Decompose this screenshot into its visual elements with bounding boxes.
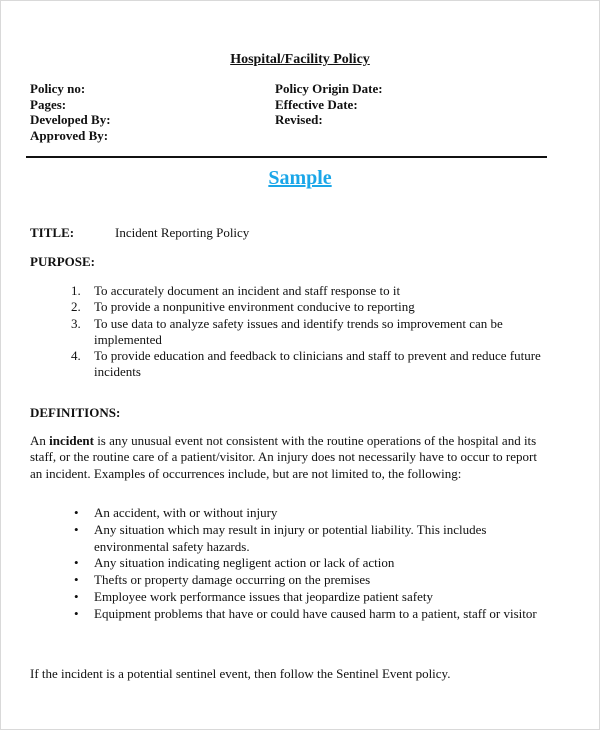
item-number: 3.	[71, 315, 81, 331]
purpose-list	[71, 283, 541, 381]
item-text: Equipment problems that have or could have caused harm to a patient, staff or visitor	[94, 605, 537, 621]
definition-body: is any unusual event not consistent with the routine operations of the hospital and its staff, or the routine care of a patient/visitor. An injury does not necessarily have to occur to report an incident. Examples of occurrences include, but are not limited to, the following:	[30, 433, 537, 481]
definition-term: incident	[49, 433, 94, 448]
item-number: 4.	[71, 348, 81, 364]
item-text: An accident, with or without injury	[94, 505, 278, 520]
example-item	[71, 572, 551, 589]
sample-watermark: Sample	[268, 167, 332, 189]
purpose-item	[71, 316, 541, 349]
item-text: Any situation which may result in injury or potential liability. This includes environmental safety hazards.	[94, 521, 487, 554]
definition-prefix: An	[30, 433, 50, 448]
document-heading: Hospital/Facility Policy	[230, 52, 370, 67]
example-item	[71, 589, 551, 606]
purpose-item	[71, 283, 541, 299]
policy-origin-date-label: Policy Origin Date:	[275, 81, 383, 96]
bullet-icon: •	[74, 588, 79, 604]
bullet-icon: •	[74, 521, 79, 537]
item-text: To provide education and feedback to clinicians and staff to prevent and reduce future incidents	[94, 348, 541, 380]
purpose-label: PURPOSE:	[30, 254, 95, 269]
definition-paragraph	[30, 433, 550, 482]
item-number: 2.	[71, 299, 81, 315]
item-text: Employee work performance issues that jeopardize patient safety	[94, 588, 433, 604]
effective-date-label: Effective Date:	[275, 96, 358, 112]
item-text: To use data to analyze safety issues and identify trends so improvement can be implemented	[94, 315, 503, 347]
bullet-icon: •	[74, 572, 79, 588]
policy-no-label: Policy no:	[30, 81, 86, 96]
example-item	[71, 606, 551, 623]
bullet-icon: •	[74, 505, 79, 520]
approved-by-label: Approved By:	[30, 127, 109, 143]
metadata-left	[30, 81, 111, 143]
item-text: Any situation indicating negligent action or lack of action	[94, 555, 395, 571]
example-item	[71, 505, 551, 522]
item-text: To provide a nonpunitive environment conducive to reporting	[94, 299, 415, 315]
title-label: TITLE:	[30, 225, 75, 240]
sentinel-event-note: If the incident is a potential sentinel event, then follow the Sentinel Event policy.	[30, 666, 451, 681]
title-value: Incident Reporting Policy	[115, 225, 250, 240]
item-text: To accurately document an incident and staff response to it	[94, 283, 401, 298]
item-text: Thefts or property damage occurring on the premises	[94, 572, 371, 588]
purpose-item	[71, 299, 541, 315]
purpose-item	[71, 348, 541, 381]
definitions-label: DEFINITIONS:	[30, 405, 121, 420]
header-divider	[26, 156, 547, 158]
item-number: 1.	[71, 283, 81, 298]
revised-label: Revised:	[275, 112, 323, 127]
bullet-icon: •	[74, 605, 79, 621]
developed-by-label: Developed By:	[30, 112, 111, 127]
examples-list	[71, 505, 551, 623]
bullet-icon: •	[74, 555, 79, 571]
example-item	[71, 555, 551, 572]
pages-label: Pages:	[30, 96, 67, 112]
example-item	[71, 522, 551, 556]
metadata-right	[275, 81, 383, 128]
